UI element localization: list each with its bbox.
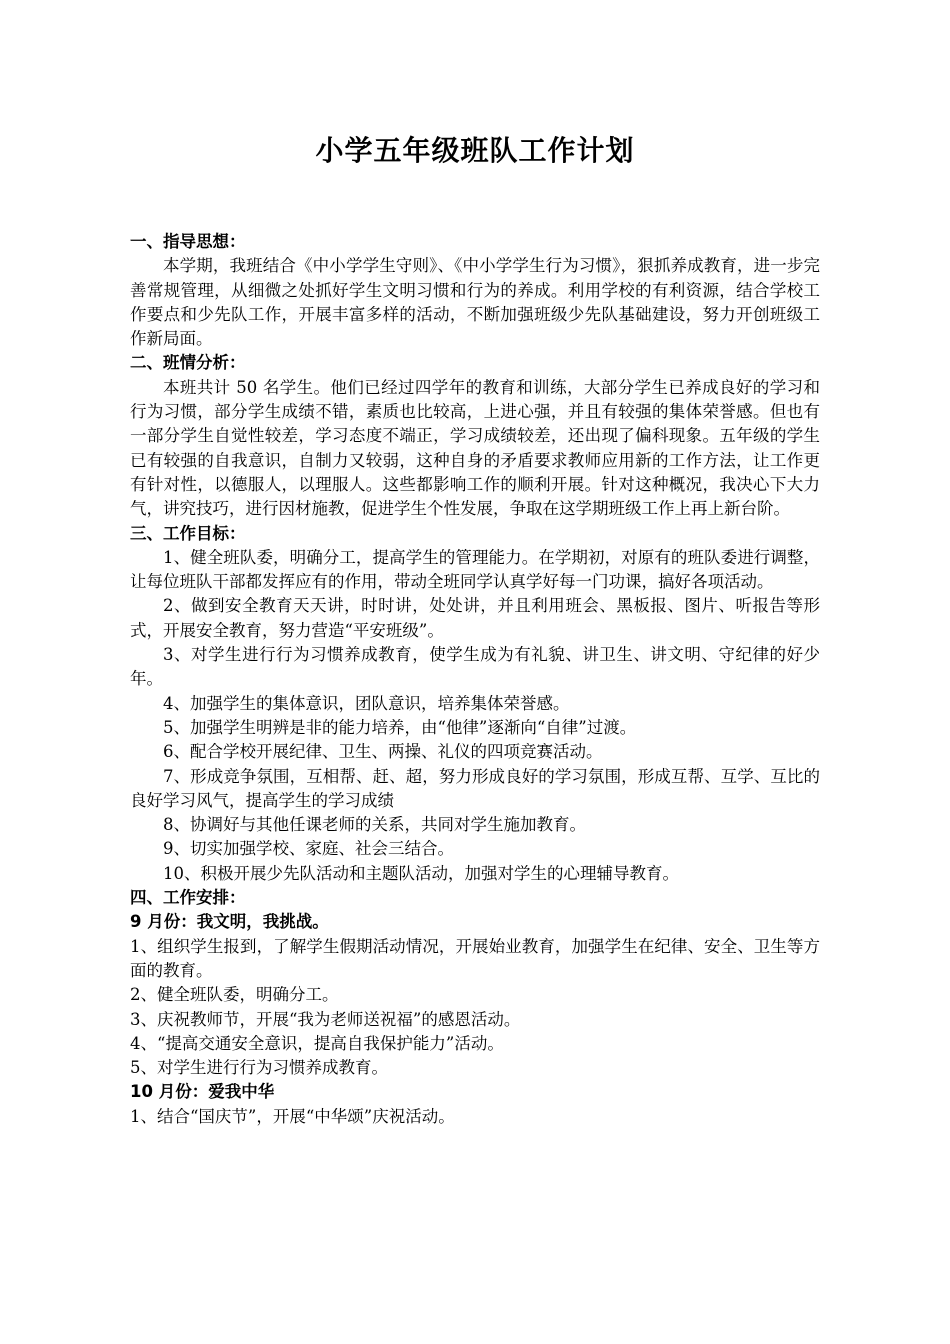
section-heading-class-analysis: 二、班情分析： [130,353,246,373]
september-item-5: 5、对学生进行行为习惯养成教育。 [130,1058,388,1078]
month-heading-october: 10 月份：爱我中华 [130,1082,275,1102]
goal-item-2: 2、做到安全教育天天讲，时时讲，处处讲，并且利用班会、黑板报、图片、听报告等形式，开展安全教育，努力营造“平安班级”。 [130,596,820,640]
goal-item-4: 4、加强学生的集体意识，团队意识，培养集体荣誉感。 [163,693,570,713]
october-item-1: 1、结合“国庆节”，开展“中华颂”庆祝活动。 [130,1106,455,1126]
goal-item-8: 8、协调好与其他任课老师的关系，共同对学生施加教育。 [163,815,586,835]
section-heading-work-goals: 三、工作目标： [130,523,246,543]
section-heading-work-schedule: 四、工作安排： [130,888,246,908]
document-body [130,230,820,1129]
goal-item-10: 10、积极开展少先队活动和主题队活动，加强对学生的心理辅导教育。 [163,863,679,883]
goal-item-6: 6、配合学校开展纪律、卫生、两操、礼仪的四项竞赛活动。 [163,742,603,762]
goal-item-1: 1、健全班队委，明确分工，提高学生的管理能力。在学期初，对原有的班队委进行调整，让每位班队干部都发挥应有的作用，带动全班同学认真学好每一门功课，搞好各项活动。 [130,547,820,592]
paragraph-guiding-ideology: 本学期，我班结合《中小学学生守则》、《中小学学生行为习惯》，狠抓养成教育，进一步完善常规管理，从细微之处抓好学生文明习惯和行为的养成。利用学校的有利资源，结合学校工作要点和少先队工作，开展丰富多样的活动，不断加强班级少先队基础建设，努力开创班级工作新局面。 [130,256,820,349]
paragraph-class-analysis: 本班共计 50 名学生。他们已经过四学年的教育和训练，大部分学生已养成良好的学习和行为习惯，部分学生成绩不错，素质也比较高，上进心强，并且有较强的集体荣誉感。但也有一部分学生自觉性较差，学习态度不端正，学习成绩较差，还出现了偏科现象。五年级的学生已有较强的自我意识，自制力又较弱，这种自身的矛盾要求教师应用新的工作方法，让工作更有针对性，以德服人，以理服人。这些都影响工作的顺利开展。针对这种概况，我决心下大力气，讲究技巧，进行因材施教，促进学生个性发展，争取在这学期班级工作上再上新台阶。 [130,377,820,519]
goal-item-3: 3、对学生进行行为习惯养成教育，使学生成为有礼貌、讲卫生、讲文明、守纪律的好少年。 [130,645,820,689]
goal-item-7: 7、形成竞争氛围，互相帮、赶、超，努力形成良好的学习氛围，形成互帮、互学、互比的良好学习风气，提高学生的学习成绩 [130,766,820,810]
month-heading-september: 9 月份：我文明，我挑战。 [130,912,329,932]
september-item-3: 3、庆祝教师节，开展“我为老师送祝福”的感恩活动。 [130,1009,521,1029]
goal-item-9: 9、切实加强学校、家庭、社会三结合。 [163,839,454,859]
september-item-2: 2、健全班队委，明确分工。 [130,985,339,1005]
document-title: 小学五年级班队工作计划 [315,134,635,167]
september-item-4: 4、“提高交通安全意识，提高自我保护能力”活动。 [130,1033,504,1053]
section-heading-guiding-ideology: 一、指导思想： [130,232,246,251]
september-item-1: 1、组织学生报到，了解学生假期活动情况，开展始业教育，加强学生在纪律、安全、卫生等方面的教育。 [130,936,820,980]
goal-item-5: 5、加强学生明辨是非的能力培养，由“他律”逐渐向“自律”过渡。 [163,717,637,737]
